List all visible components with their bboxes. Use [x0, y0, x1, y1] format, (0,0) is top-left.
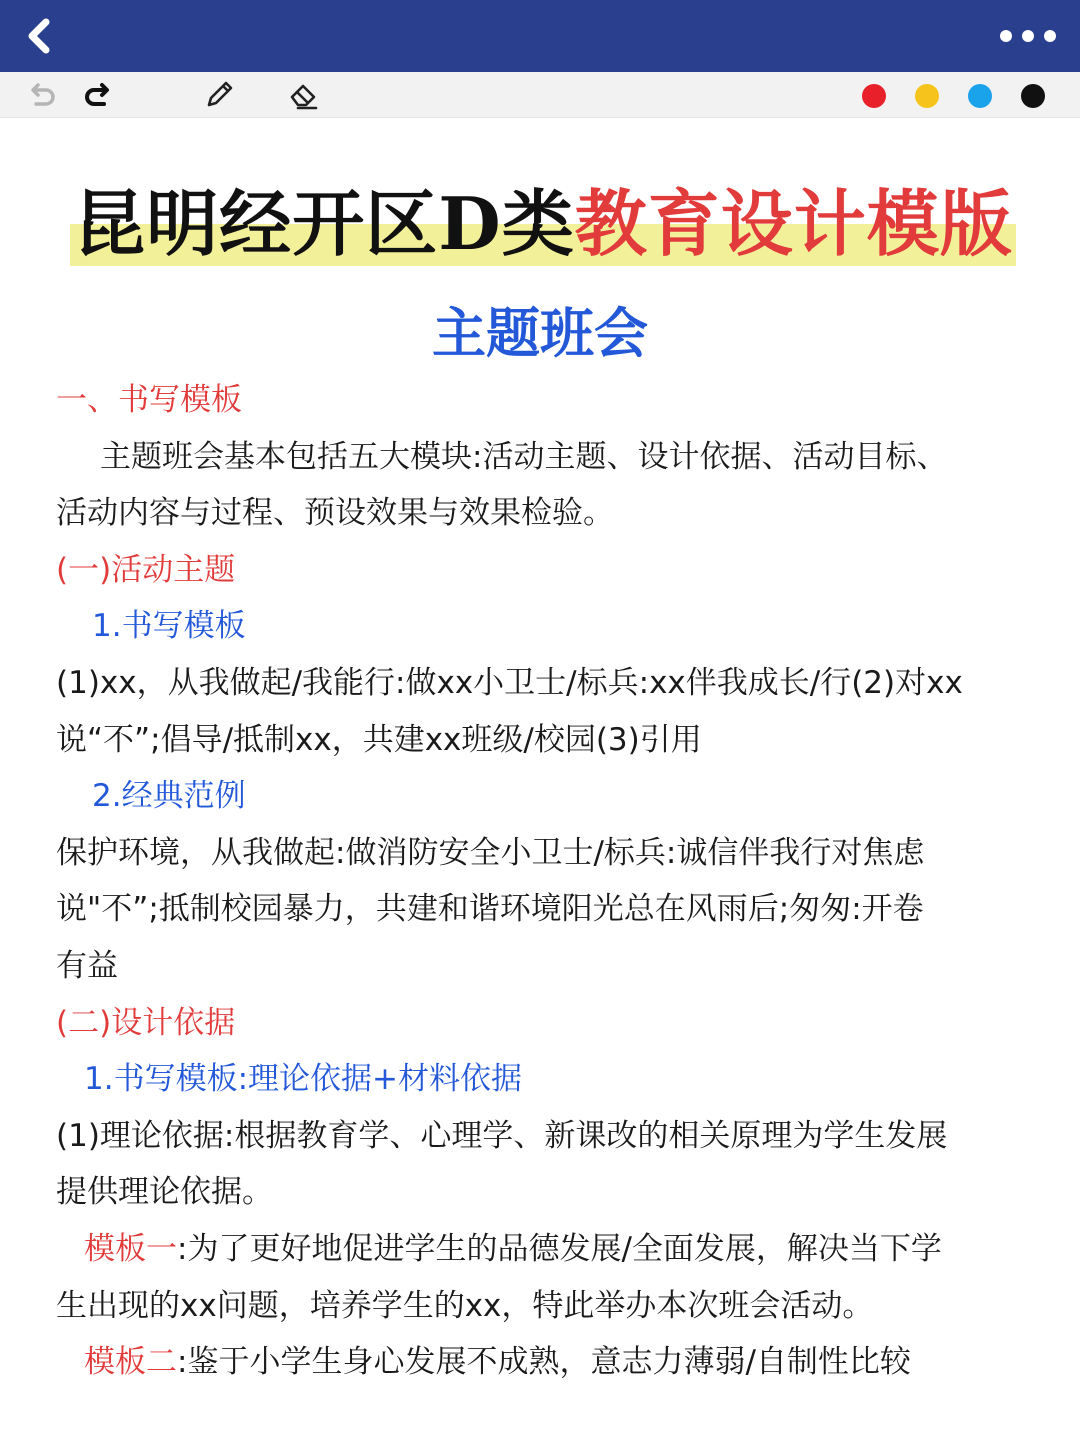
document-body — [56, 372, 1028, 1391]
paragraph-line: 有益 — [56, 947, 118, 984]
template-paragraph — [56, 1334, 1028, 1391]
template-text: :为了更好地促进学生的品德发展/全面发展，解决当下学 — [177, 1230, 942, 1267]
paragraph-line: (1)xx，从我做起/我能行:做xx小卫士/标兵:xx伴我成长/行(2)对xx — [56, 664, 963, 701]
item-heading: 1.书写模板 — [92, 608, 246, 645]
paragraph-line: 保护环境，从我做起:做消防安全小卫士/标兵:诚信伴我行对焦虑 — [56, 834, 925, 871]
title-black-part: 昆明经开区D类 — [73, 181, 575, 266]
dot — [1022, 30, 1034, 42]
paragraph-line: 说“不”;倡导/抵制xx，共建xx班级/校园(3)引用 — [56, 721, 702, 758]
eraser-icon[interactable] — [286, 78, 320, 112]
color-swatch-blue[interactable] — [968, 84, 992, 108]
template-paragraph — [56, 1221, 1028, 1278]
paragraph-line: 提供理论依据。 — [56, 1174, 273, 1211]
paragraph-line: 活动内容与过程、预设效果与效果检验。 — [56, 495, 614, 532]
dot — [1000, 30, 1012, 42]
undo-icon[interactable] — [24, 78, 58, 112]
paragraph-line: 主题班会基本包括五大模块:活动主题、设计依据、活动目标、 — [100, 438, 948, 475]
section-heading: 一、书写模板 — [56, 382, 242, 418]
subsection-heading: (一)活动主题 — [56, 551, 236, 588]
paragraph-line: 说"不”;抵制校园暴力，共建和谐环境阳光总在风雨后;匆匆:开卷 — [56, 891, 924, 928]
top-app-bar — [0, 0, 1080, 72]
color-swatch-red[interactable] — [862, 84, 886, 108]
template-label: 模板二 — [84, 1344, 177, 1381]
back-arrow-icon[interactable] — [18, 14, 62, 58]
pencil-icon[interactable] — [202, 78, 236, 112]
title-text — [70, 176, 1016, 272]
more-options-icon[interactable] — [1000, 24, 1056, 48]
item-heading: 1.书写模板:理论依据+材料依据 — [84, 1061, 522, 1098]
paragraph-line: 生出现的xx问题，培养学生的xx，特此举办本次班会活动。 — [56, 1287, 874, 1324]
editing-toolbar — [0, 72, 1080, 118]
template-text: :鉴于小学生身心发展不成熟，意志力薄弱/自制性比较 — [177, 1344, 911, 1381]
item-heading: 2.经典范例 — [92, 778, 246, 815]
template-label: 模板一 — [84, 1230, 177, 1267]
subsection-heading: (二)设计依据 — [56, 1004, 236, 1041]
color-swatch-black[interactable] — [1021, 84, 1045, 108]
subtitle: 主题班会 — [432, 302, 648, 365]
title-red-part: 教育设计模版 — [574, 181, 1013, 266]
color-swatch-yellow[interactable] — [915, 84, 939, 108]
document-title — [70, 176, 1016, 272]
dot — [1044, 30, 1056, 42]
paragraph-line: (1)理论依据:根据教育学、心理学、新课改的相关原理为学生发展 — [56, 1117, 948, 1154]
redo-icon[interactable] — [82, 78, 116, 112]
